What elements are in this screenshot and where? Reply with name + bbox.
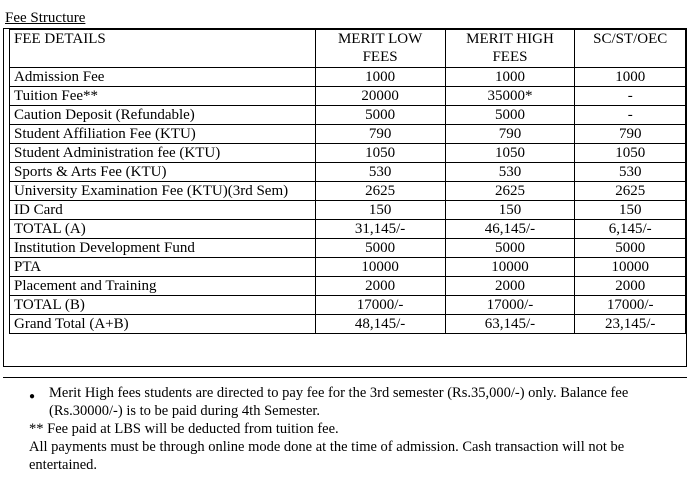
fee-amount-cell: 150 [445,201,575,220]
fee-amount-cell: 5000 [575,239,686,258]
note-lbs-fee: ** Fee paid at LBS will be deducted from tuition fee. [29,421,339,437]
header-merit-high: MERIT HIGH FEES [445,30,575,68]
fee-amount-cell: 5000 [315,106,445,125]
table-row [10,220,686,239]
fee-table [9,29,686,334]
note-payments-line1: All payments must be through online mode done at the time of admission. Cash transaction will not be [29,439,625,455]
fee-amount-cell: 1050 [445,144,575,163]
fee-item-label: Student Administration fee (KTU) [10,144,316,163]
bullet-icon: ● [29,391,36,402]
fee-amount-cell: 2000 [445,277,575,296]
fee-amount-cell: 46,145/- [445,220,575,239]
fee-amount-cell: 2625 [575,182,686,201]
fee-amount-cell: 17000/- [315,296,445,315]
table-row [10,277,686,296]
fee-amount-cell: - [575,87,686,106]
fee-amount-cell: 20000 [315,87,445,106]
fee-item-label: TOTAL (B) [10,296,316,315]
fee-amount-cell: 23,145/- [575,315,686,334]
fee-amount-cell: 790 [575,125,686,144]
table-row [10,315,686,334]
fee-amount-cell: 1050 [315,144,445,163]
notes-section [3,377,687,477]
fee-item-label: ID Card [10,201,316,220]
fee-item-label: Institution Development Fund [10,239,316,258]
fee-amount-cell: 150 [315,201,445,220]
fee-amount-cell: 17000/- [445,296,575,315]
fee-amount-cell: 31,145/- [315,220,445,239]
fee-amount-cell: 2000 [315,277,445,296]
fee-amount-cell: 530 [315,163,445,182]
fee-item-label: TOTAL (A) [10,220,316,239]
table-row [10,125,686,144]
fee-amount-cell: 5000 [315,239,445,258]
page-title: Fee Structure [5,10,86,26]
table-row [10,182,686,201]
fee-item-label: PTA [10,258,316,277]
fee-item-label: Placement and Training [10,277,316,296]
header-fee-details: FEE DETAILS [10,30,316,68]
table-row [10,239,686,258]
fee-item-label: Tuition Fee** [10,87,316,106]
fee-table-frame [3,28,687,367]
fee-item-label: Grand Total (A+B) [10,315,316,334]
fee-amount-cell: 5000 [445,239,575,258]
fee-amount-cell: 63,145/- [445,315,575,334]
fee-amount-cell: 48,145/- [315,315,445,334]
note-merit-high-line1: Merit High fees students are directed to pay fee for the 3rd semester (Rs.35,000/-) only. Balance fee [49,385,629,401]
table-header-row [10,30,686,68]
table-row [10,258,686,277]
fee-amount-cell: 150 [575,201,686,220]
fee-amount-cell: 2000 [575,277,686,296]
table-row [10,87,686,106]
fee-amount-cell: 1000 [575,68,686,87]
fee-amount-cell: 790 [315,125,445,144]
fee-amount-cell: 2625 [315,182,445,201]
fee-item-label: Caution Deposit (Refundable) [10,106,316,125]
fee-amount-cell: 530 [445,163,575,182]
fee-amount-cell: 2625 [445,182,575,201]
header-sc-st-oec: SC/ST/OEC [575,30,686,68]
fee-amount-cell: 530 [575,163,686,182]
fee-item-label: Admission Fee [10,68,316,87]
fee-amount-cell: 1000 [445,68,575,87]
table-row [10,68,686,87]
fee-amount-cell: 1000 [315,68,445,87]
fee-item-label: Student Affiliation Fee (KTU) [10,125,316,144]
fee-item-label: Sports & Arts Fee (KTU) [10,163,316,182]
fee-amount-cell: 10000 [575,258,686,277]
fee-amount-cell: 17000/- [575,296,686,315]
note-merit-high-line2: (Rs.30000/-) is to be paid during 4th Semester. [49,403,321,419]
table-row [10,163,686,182]
fee-amount-cell: 790 [445,125,575,144]
table-row [10,201,686,220]
fee-amount-cell: 35000* [445,87,575,106]
fee-amount-cell: 10000 [315,258,445,277]
fee-amount-cell: - [575,106,686,125]
note-payments-line2: entertained. [29,457,98,473]
header-merit-low: MERIT LOW FEES [315,30,445,68]
fee-amount-cell: 10000 [445,258,575,277]
table-row [10,296,686,315]
fee-amount-cell: 5000 [445,106,575,125]
table-row [10,106,686,125]
fee-item-label: University Examination Fee (KTU)(3rd Sem) [10,182,316,201]
fee-amount-cell: 1050 [575,144,686,163]
fee-amount-cell: 6,145/- [575,220,686,239]
table-row [10,144,686,163]
